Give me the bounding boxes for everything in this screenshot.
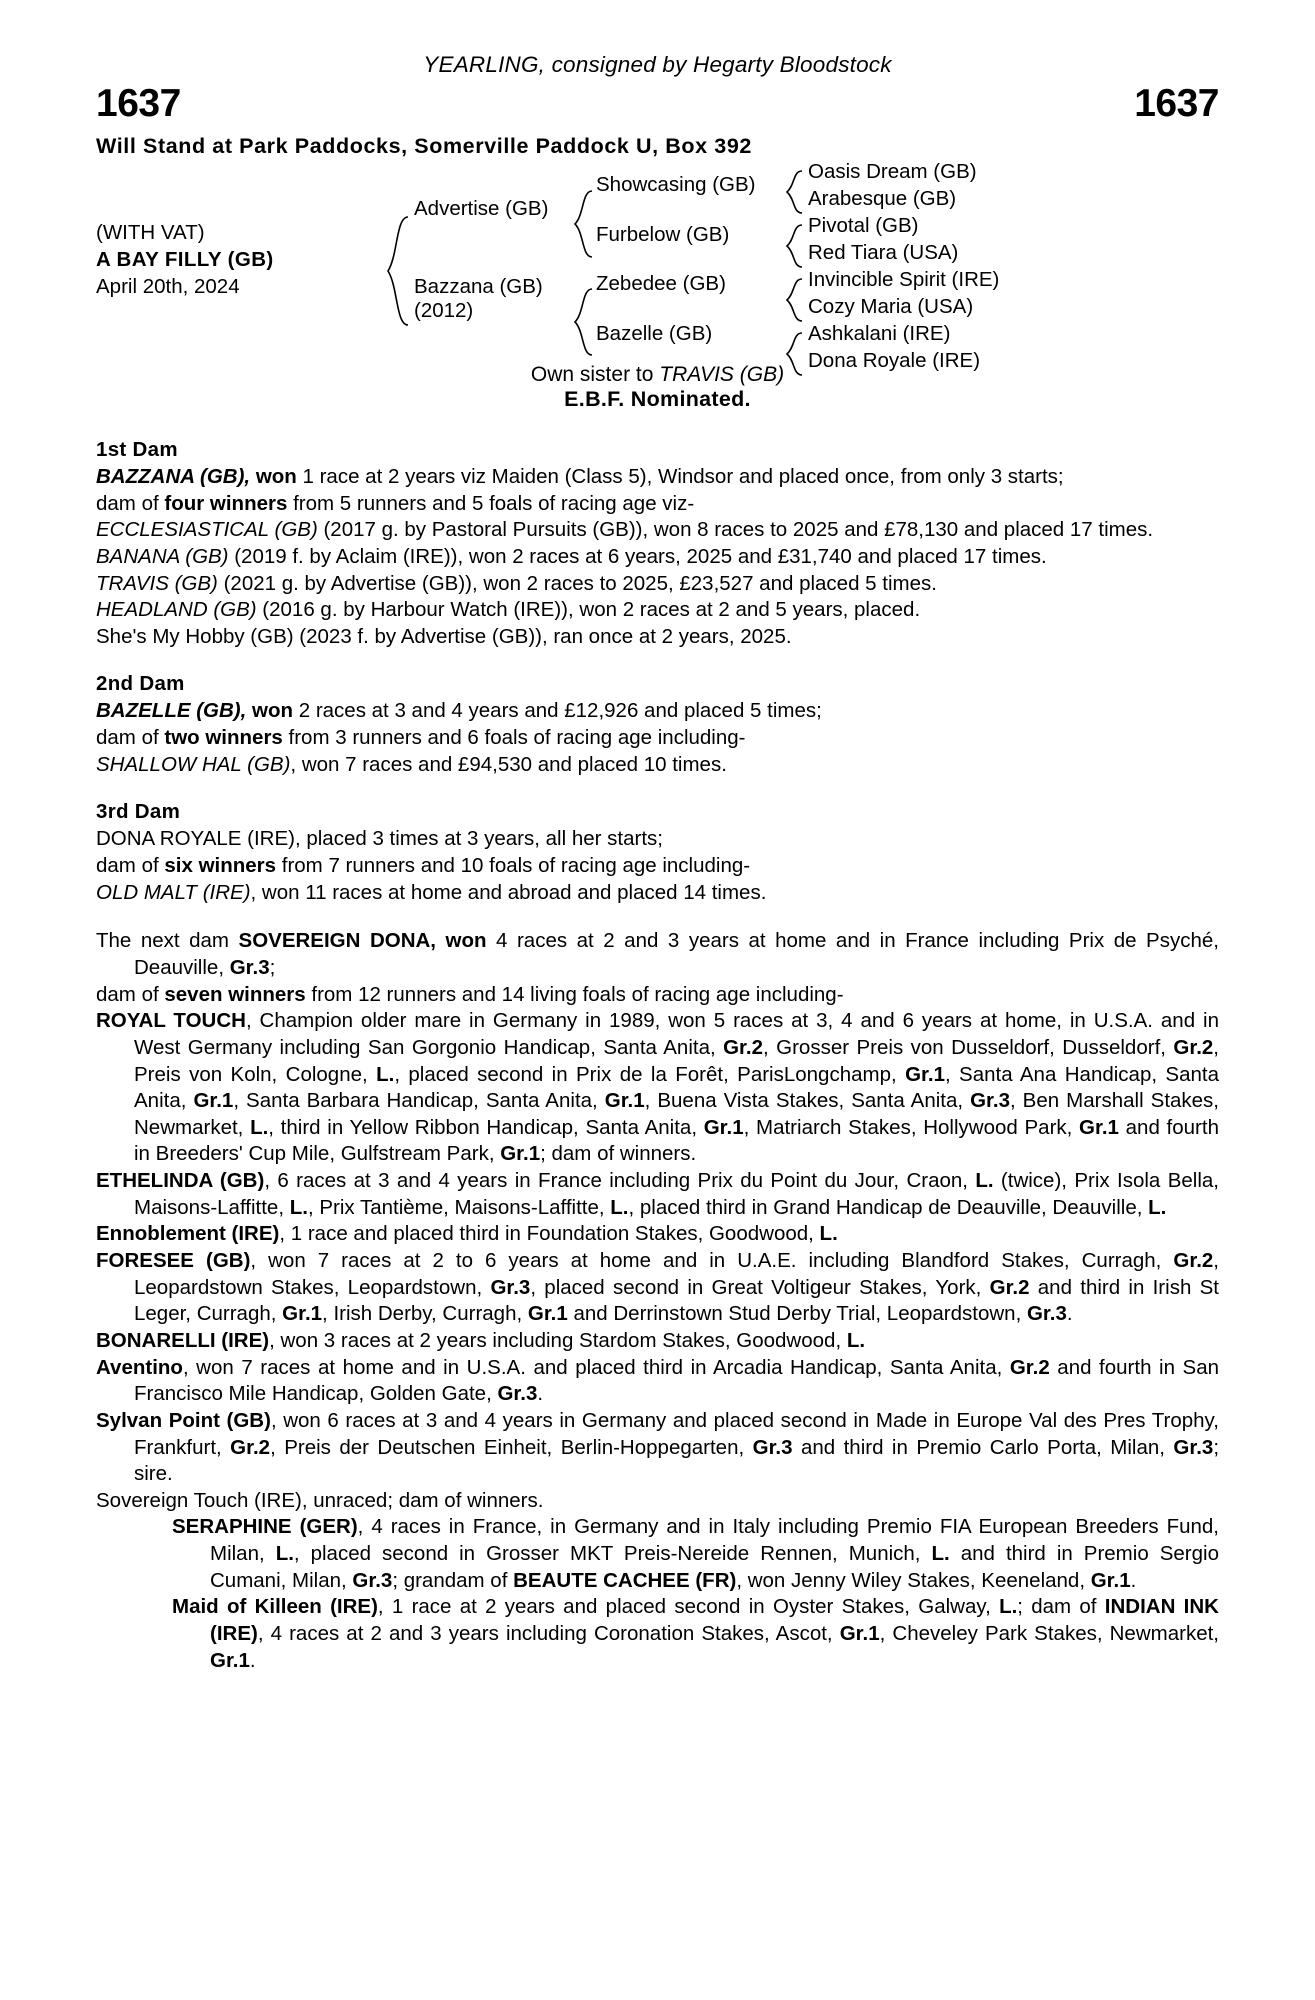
first-dam-damof-prefix: dam of: [96, 491, 165, 515]
second-dam-damof-count: two winners: [164, 726, 283, 750]
next-dam-prefix: The next dam: [96, 929, 239, 953]
next-dam-damof: [96, 982, 1219, 1009]
progeny-detail: (2019 f. by Aclaim (IRE)), won 2 races at 6 years, 2025 and £31,740 and placed 17 times.: [228, 544, 1047, 568]
ebf-note: E.B.F. Nominated.: [564, 387, 751, 411]
subject-name: A BAY FILLY (GB): [96, 248, 274, 272]
vat-note: (WITH VAT): [96, 221, 205, 244]
pedigree-dams-sire: Zebedee (GB): [596, 272, 726, 295]
progeny-name: HEADLAND (GB): [96, 598, 257, 622]
progeny-detail: (2017 g. by Pastoral Pursuits (GB)), won 8 races to 2025 and £78,130 and placed 17 times.: [317, 518, 1154, 542]
own-sister-name: TRAVIS (GB): [659, 363, 785, 386]
next-dam-damof-count: seven winners: [164, 982, 306, 1006]
third-dam-damof-count: six winners: [164, 854, 277, 878]
progeny-name: SHALLOW HAL (GB): [96, 752, 291, 776]
third-dam-heading: 3rd Dam: [96, 800, 181, 824]
pedigree-brace-3-b: [784, 223, 804, 269]
next-dam-name: SOVEREIGN DONA,: [238, 929, 436, 953]
next-dam-intro: [96, 928, 1219, 981]
next-dam-grade: Gr.3: [229, 955, 270, 979]
second-dam-damof: [96, 725, 1219, 752]
progeny-detail: (2021 g. by Advertise (GB)), won 2 races to 2025, £23,527 and placed 5 times.: [217, 571, 937, 595]
pedigree-gen3-3: Pivotal (GB): [808, 214, 919, 237]
pedigree-brace-3-c: [784, 277, 804, 323]
stand-at-line: Will Stand at Park Paddocks, Somerville Paddock U, Box 392: [96, 134, 752, 158]
pedigree-dam-name: Bazzana (GB): [414, 275, 543, 298]
progeny-detail: (2023 f. by Advertise (GB)), ran once at 2 years, 2025.: [293, 624, 792, 648]
second-dam-detail: 2 races at 3 and 4 years and £12,926 and placed 5 times;: [293, 699, 822, 723]
relative-entry: BONARELLI (IRE), won 3 races at 2 years including Stardom Stakes, Goodwood, L.: [96, 1328, 866, 1352]
subject-foaling-date: April 20th, 2024: [96, 275, 240, 299]
pedigree-brace-2-bottom: [572, 287, 594, 357]
second-dam-won: won: [252, 699, 294, 723]
relative-entry: ROYAL TOUCH, Champion older mare in Germany in 1989, won 5 races at 3, 4 and 6 years at home, in U.S.A. and in West Germany including San Gorgonio Handicap, Santa Anita, Gr.2, Grosser Preis von Dusseldorf, Dusseldorf, Gr.2, Preis von Koln, Cologne, L., placed second in Prix de la Forêt, ParisLongchamp, Gr.1, Santa Ana Handicap, Santa Anita, Gr.1, Santa Barbara Handicap, Santa Anita, Gr.1, Buena Vista Stakes, Santa Anita, Gr.3, Ben Marshall Stakes, Newmarket, L., third in Yellow Ribbon Handicap, Santa Anita, Gr.1, Matriarch Stakes, Hollywood Park, Gr.1 and fourth in Breeders' Cup Mile, Gulfstream Park, Gr.1; dam of winners.: [96, 1009, 1220, 1166]
progeny-name: BANANA (GB): [96, 544, 229, 568]
first-dam-damof-rest: from 5 runners and 5 foals of racing age viz-: [287, 491, 695, 515]
relative-entry: ETHELINDA (GB), 6 races at 3 and 4 years in France including Prix du Point du Jour, Craon, L. (twice), Prix Isola Bella, Maisons-Laffitte, L., Prix Tantième, Maisons-Laffitte, L., placed third in Grand Handicap de Deauville, Deauville, L.: [96, 1169, 1219, 1219]
pedigree-gen3-5: Invincible Spirit (IRE): [808, 268, 1000, 291]
third-dam-damof: [96, 853, 1219, 880]
third-dam-line: DONA ROYALE (IRE), placed 3 times at 3 years, all her starts;: [96, 827, 663, 851]
pedigree-sire: Advertise (GB): [414, 197, 549, 220]
progeny-name: OLD MALT (IRE): [96, 880, 251, 904]
relative-entry: Ennoblement (IRE), 1 race and placed third in Foundation Stakes, Goodwood, L.: [96, 1222, 838, 1246]
pedigree-dams-dam: Bazelle (GB): [596, 322, 713, 345]
progeny-item: [96, 544, 1219, 571]
progeny-name: She's My Hobby (GB): [96, 624, 294, 648]
pedigree-brace-1: [384, 215, 410, 327]
pedigree-sires-dam: Furbelow (GB): [596, 223, 730, 246]
subject-block: [96, 219, 274, 300]
progeny-item: [96, 880, 1219, 907]
next-dam-won: won: [445, 929, 487, 953]
pedigree-sires-sire: Showcasing (GB): [596, 173, 756, 196]
second-dam-damof-prefix: dam of: [96, 726, 165, 750]
relative-entry: Sovereign Touch (IRE), unraced; dam of winners.: [96, 1488, 544, 1512]
pedigree-chart: [96, 160, 1219, 372]
pedigree-gen3-7: Ashkalani (IRE): [808, 322, 951, 345]
progeny-item: [96, 752, 1219, 779]
pedigree-dam: [414, 275, 543, 323]
progeny-item: [96, 517, 1219, 544]
next-dam-damof-rest: from 12 runners and 14 living foals of racing age including-: [305, 982, 844, 1006]
relative-entry: Maid of Killeen (IRE), 1 race at 2 years and placed second in Oyster Stakes, Galway, L.; dam of INDIAN INK (IRE), 4 races at 2 and 3 years including Coronation Stakes, Ascot, Gr.1, Cheveley Park Stakes, Newmarket, Gr.1.: [172, 1595, 1219, 1672]
consignor-line: YEARLING, consigned by Hegarty Bloodstock: [423, 52, 892, 77]
second-dam-name: BAZELLE (GB),: [96, 699, 247, 723]
progeny-detail: , won 11 races at home and abroad and placed 14 times.: [250, 880, 767, 904]
progeny-item: [96, 624, 1219, 651]
next-dam-damof-prefix: dam of: [96, 982, 165, 1006]
second-dam-damof-rest: from 3 runners and 6 foals of racing age including-: [282, 726, 746, 750]
pedigree-brace-3-a: [784, 169, 804, 215]
next-dam-tail: ;: [269, 955, 276, 979]
first-dam-name: BAZZANA (GB),: [96, 465, 251, 488]
third-dam-damof-prefix: dam of: [96, 854, 165, 878]
first-dam-damof-count: four winners: [164, 491, 288, 515]
progeny-detail: , won 7 races and £94,530 and placed 10 times.: [290, 752, 727, 776]
pedigree-gen3-8: Dona Royale (IRE): [808, 349, 981, 372]
progeny-item: [96, 571, 1219, 598]
second-dam-heading: 2nd Dam: [96, 672, 185, 696]
pedigree-dam-year: (2012): [414, 299, 474, 322]
first-dam-heading: 1st Dam: [96, 438, 178, 461]
pedigree-brace-2-top: [572, 189, 594, 259]
own-sister-prefix: Own sister to: [530, 363, 660, 386]
first-dam-detail: 1 race at 2 years viz Maiden (Class 5), Windsor and placed once, from only 3 starts;: [296, 465, 1064, 488]
pedigree-brace-3-d: [784, 331, 804, 377]
relative-entry: SERAPHINE (GER), 4 races in France, in Germany and in Italy including Premio FIA European Breeders Fund, Milan, L., placed second in Grosser MKT Preis-Nereide Rennen, Munich, L. and third in Premio Sergio Cumani, Milan, Gr.3; grandam of BEAUTE CACHEE (FR), won Jenny Wiley Stakes, Keeneland, Gr.1.: [172, 1515, 1219, 1592]
second-dam-line: [96, 698, 1219, 725]
next-dam-detail: 4 races at 2 and 3 years at home and in France including Prix de Psyché, Deauville,: [134, 929, 1219, 979]
first-dam-won: won: [255, 465, 297, 488]
relative-entry: Aventino, won 7 races at home and in U.S.A. and placed third in Arcadia Handicap, Santa Anita, Gr.2 and fourth in San Francisco Mile Handicap, Golden Gate, Gr.3.: [96, 1355, 1219, 1406]
third-dam-damof-rest: from 7 runners and 10 foals of racing age including-: [276, 854, 751, 878]
pedigree-gen3-2: Arabesque (GB): [808, 187, 957, 210]
relative-entry: FORESEE (GB), won 7 races at 2 to 6 years at home and in U.A.E. including Blandford Stakes, Curragh, Gr.2, Leopardstown Stakes, Leopardstown, Gr.3, placed second in Great Voltigeur Stakes, York, Gr.2 and third in Irish St Leger, Curragh, Gr.1, Irish Derby, Curragh, Gr.1 and Derrinstown Stud Derby Trial, Leopardstown, Gr.3.: [96, 1249, 1219, 1326]
own-sister-note: [96, 363, 1219, 387]
progeny-name: ECCLESIASTICAL (GB): [96, 518, 318, 542]
progeny-name: TRAVIS (GB): [96, 571, 218, 595]
pedigree-gen3-6: Cozy Maria (USA): [808, 295, 974, 318]
lot-number-right: 1637: [1134, 82, 1219, 125]
lot-number-left: 1637: [96, 82, 181, 125]
first-dam-line: [96, 464, 1219, 491]
lot-number-row: [96, 82, 1219, 126]
progeny-item: [96, 597, 1219, 624]
relative-entry: Sylvan Point (GB), won 6 races at 3 and 4 years in Germany and placed second in Made in Europe Val des Pres Trophy, Frankfurt, Gr.2, Preis der Deutschen Einheit, Berlin-Hoppegarten, Gr.3 and third in Premio Carlo Porta, Milan, Gr.3; sire.: [96, 1408, 1220, 1486]
first-dam-damof: [96, 491, 1219, 518]
pedigree-gen3-4: Red Tiara (USA): [808, 241, 959, 264]
pedigree-gen3-1: Oasis Dream (GB): [808, 160, 977, 183]
progeny-detail: (2016 g. by Harbour Watch (IRE)), won 2 races at 2 and 5 years, placed.: [256, 598, 921, 622]
